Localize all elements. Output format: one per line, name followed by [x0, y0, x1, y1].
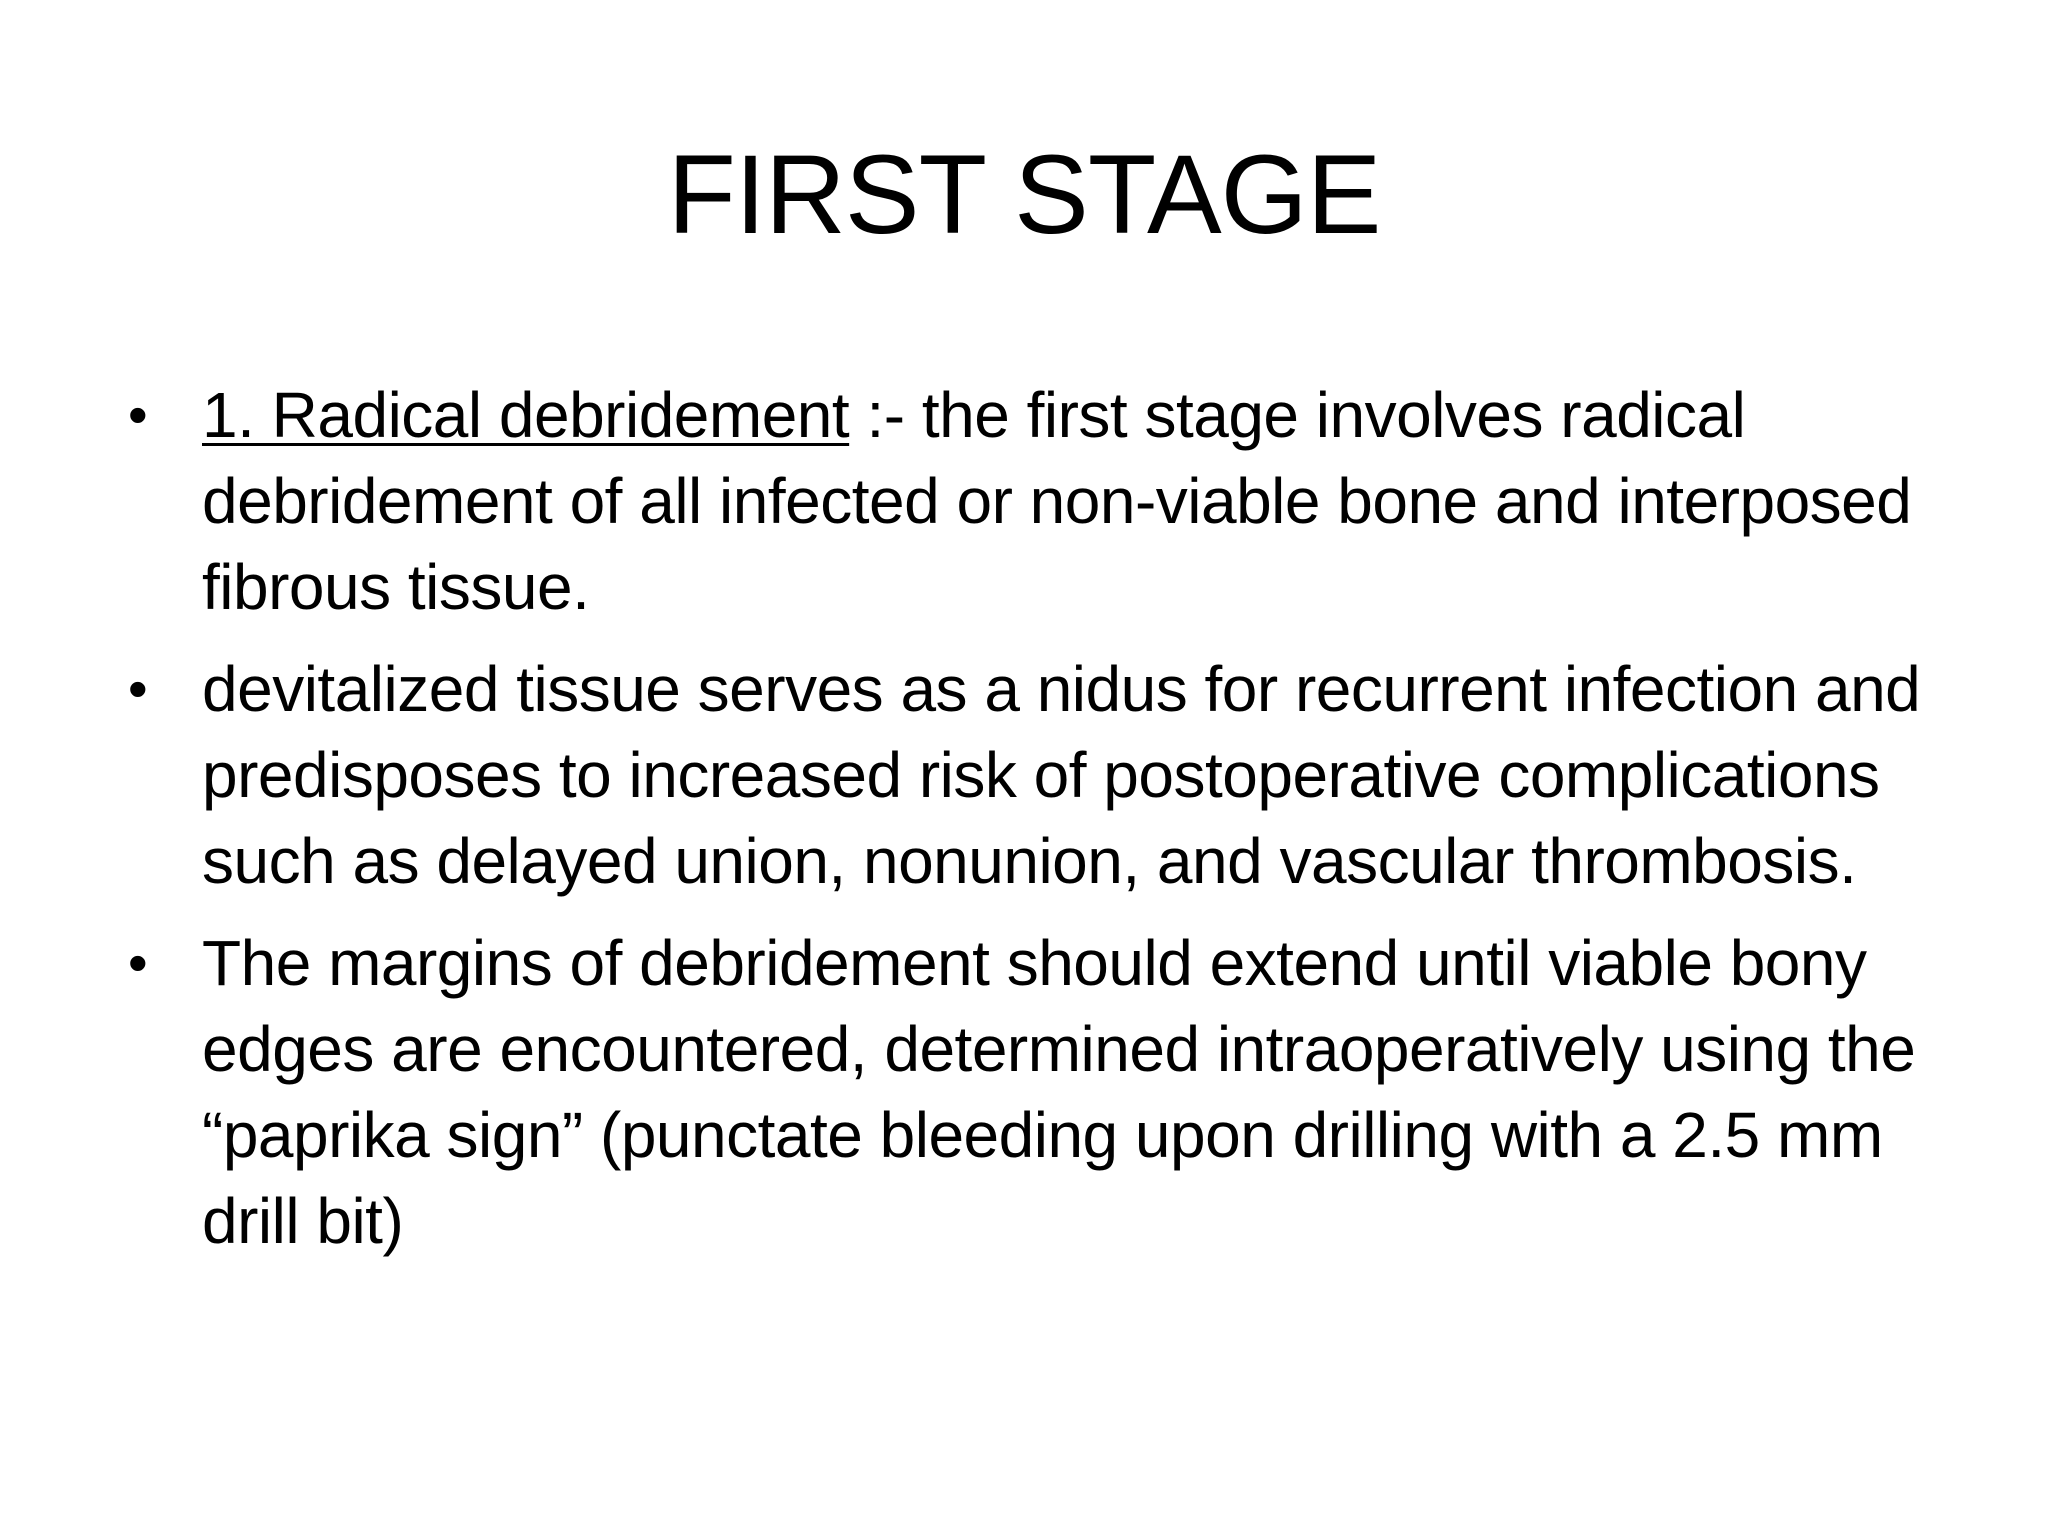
bullet-text: :- the first stage involves radical debridement of all infected or non-viable bone and interposed fibrous tissue. — [202, 379, 1912, 623]
bullet-icon: • — [128, 383, 148, 446]
bullet-icon: • — [128, 931, 148, 994]
bullet-text: The margins of debridement should extend until viable bony edges are encountered, determined intraoperatively using the “paprika sign” (punctate bleeding upon drilling with a 2.5 mm drill bit) — [202, 927, 1916, 1257]
bullet-item-devitalized-tissue — [120, 646, 1950, 904]
bullet-icon: • — [128, 657, 148, 720]
bullet-heading-underlined: 1. Radical debridement — [202, 379, 850, 451]
bullet-text: devitalized tissue serves as a nidus for recurrent infection and predisposes to increased risk of postoperative complications such as delayed union, nonunion, and vascular thrombosis. — [202, 653, 1921, 897]
bullet-item-margins — [120, 920, 1950, 1264]
bullet-item-radical-debridement — [120, 372, 1950, 630]
slide-title: FIRST STAGE — [667, 132, 1381, 257]
bullet-list — [120, 372, 1950, 1280]
